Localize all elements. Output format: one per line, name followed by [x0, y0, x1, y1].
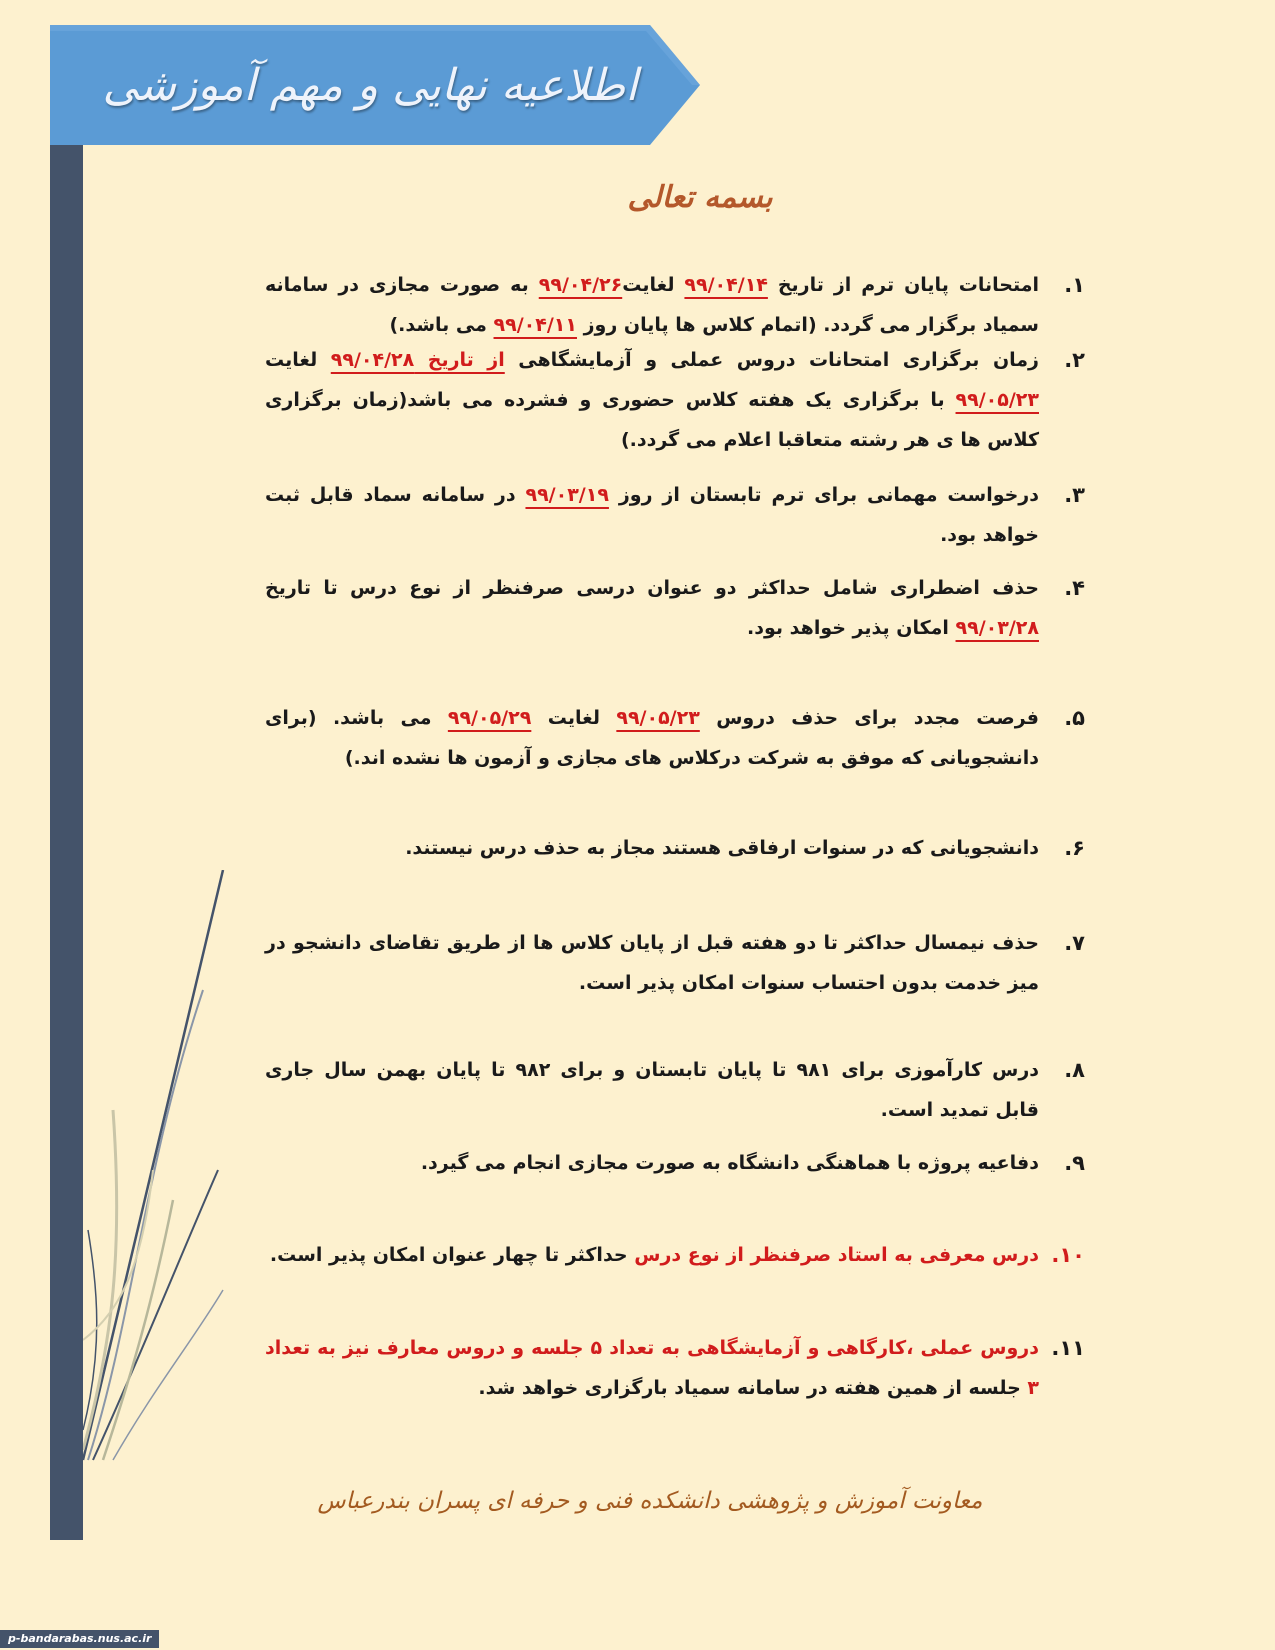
item-number: ۳. — [1064, 483, 1085, 507]
list-item — [265, 1328, 1085, 1408]
header-banner — [50, 25, 720, 145]
item-number: ۵. — [1064, 706, 1085, 730]
highlighted-date: ۹۹/۰۴/۱۱ — [493, 314, 577, 336]
item-number: ۷. — [1064, 931, 1085, 955]
list-item — [265, 1050, 1085, 1130]
item-text — [265, 1328, 1039, 1408]
item-text — [265, 568, 1039, 648]
item-text — [265, 828, 1039, 868]
item-text-segment: جلسه از همین هفته در سامانه سمیاد بارگزاری خواهد شد. — [478, 1377, 1028, 1399]
highlighted-date: از تاریخ ۹۹/۰۴/۲۸ — [330, 349, 505, 371]
highlighted-date: ۹۹/۰۵/۲۹ — [447, 707, 532, 729]
item-text-segment: حداکثر تا چهار عنوان امکان پذیر است. — [269, 1244, 635, 1266]
item-text-segment: حذف نیمسال حداکثر تا دو هفته قبل از پایان کلاس ها از طریق تقاضای دانشجو در میز خدمت بدون احتساب سنوات امکان پذیر است. — [265, 932, 1039, 994]
item-text-segment: درس کارآموزی برای ۹۸۱ تا پایان تابستان و برای ۹۸۲ تا پایان بهمن سال جاری قابل تمدید است. — [265, 1059, 1040, 1121]
item-text — [265, 1235, 1039, 1275]
highlighted-text: دروس عملی ،کارگاهی و آزمایشگاهی به تعداد ۵ جلسه و دروس معارف نیز به تعداد ۳ — [265, 1337, 1039, 1399]
item-text-segment: می باشد. (برای دانشجویانی که موفق به شرکت درکلاس های مجازی و آزمون ها نشده اند.) — [265, 707, 1039, 769]
item-text-segment: حذف اضطراری شامل حداکثر دو عنوان درسی صرفنظر از نوع درس تا تاریخ — [265, 577, 1039, 599]
item-number: ۹. — [1064, 1151, 1085, 1175]
item-text — [265, 265, 1039, 345]
item-text — [265, 1050, 1039, 1130]
item-text — [265, 698, 1039, 778]
item-text — [265, 923, 1039, 1003]
list-item — [265, 1235, 1085, 1275]
highlighted-date: ۹۹/۰۳/۲۸ — [955, 617, 1039, 639]
item-text-segment: لغایت — [531, 707, 617, 729]
item-text-segment: دفاعیه پروژه با هماهنگی دانشگاه به صورت مجازی انجام می گیرد. — [420, 1152, 1039, 1174]
item-text-segment: درخواست مهمانی برای ترم تابستان از روز — [608, 484, 1039, 506]
highlighted-date: ۹۹/۰۴/۲۶ — [538, 274, 623, 296]
item-text-segment: دانشجویانی که در سنوات ارفاقی هستند مجاز به حذف درس نیستند. — [405, 837, 1039, 859]
item-number: ۸. — [1064, 1058, 1085, 1082]
page-title: اطلاعیه نهایی و مهم آموزشی — [102, 59, 638, 111]
item-text — [265, 1143, 1039, 1183]
item-text-segment: فرصت مجدد برای حذف دروس — [699, 707, 1039, 729]
item-number: ۱. — [1064, 273, 1085, 297]
list-item — [265, 698, 1085, 778]
list-item — [265, 568, 1085, 648]
list-item — [265, 475, 1085, 555]
item-number: ۴. — [1064, 576, 1085, 600]
item-number: ۱۰. — [1051, 1243, 1085, 1267]
basmala: بسمه تعالی — [627, 180, 773, 215]
item-number: ۶. — [1064, 836, 1085, 860]
item-number: ۱۱. — [1051, 1336, 1085, 1360]
highlighted-date: ۹۹/۰۵/۲۳ — [955, 389, 1039, 411]
item-text-segment: می باشد.) — [389, 314, 494, 336]
item-number: ۲. — [1064, 348, 1085, 372]
item-text-segment: امکان پذیر خواهد بود. — [747, 617, 956, 639]
decorative-curves — [83, 870, 233, 1470]
item-text-segment: لغایت — [265, 349, 331, 371]
item-text-segment: به صورت مجازی در سامانه سمیاد برگزار می گردد. (اتمام کلاس ها پایان روز — [265, 274, 1039, 336]
footer-signature: معاونت آموزش و پژوهشی دانشکده فنی و حرفه ای پسران بندرعباس — [317, 1488, 983, 1514]
item-text-segment: لغایت — [622, 274, 685, 296]
highlighted-date: ۹۹/۰۵/۲۳ — [616, 707, 700, 729]
item-text-segment: امتحانات پایان ترم از تاریخ — [767, 274, 1040, 296]
item-text-segment: در سامانه سماد قابل ثبت خواهد بود. — [265, 484, 1039, 546]
highlighted-date: ۹۹/۰۴/۱۴ — [684, 274, 768, 296]
highlighted-text: درس معرفی به استاد صرفنظر از نوع درس — [634, 1244, 1039, 1266]
item-text — [265, 340, 1039, 460]
side-bar — [50, 145, 83, 1540]
list-item — [265, 923, 1085, 1003]
list-item — [265, 340, 1085, 460]
item-text — [265, 475, 1039, 555]
item-text-segment: زمان برگزاری امتحانات دروس عملی و آزمایشگاهی — [504, 349, 1039, 371]
list-item — [265, 265, 1085, 345]
highlighted-date: ۹۹/۰۳/۱۹ — [525, 484, 609, 506]
site-url: p-bandarabas.nus.ac.ir — [0, 1630, 159, 1648]
list-item — [265, 828, 1085, 868]
list-item — [265, 1143, 1085, 1183]
item-text-segment: با برگزاری یک هفته کلاس حضوری و فشرده می باشد(زمان برگزاری کلاس ها ی هر رشته متعاقبا اعلام می گردد.) — [265, 389, 1039, 451]
